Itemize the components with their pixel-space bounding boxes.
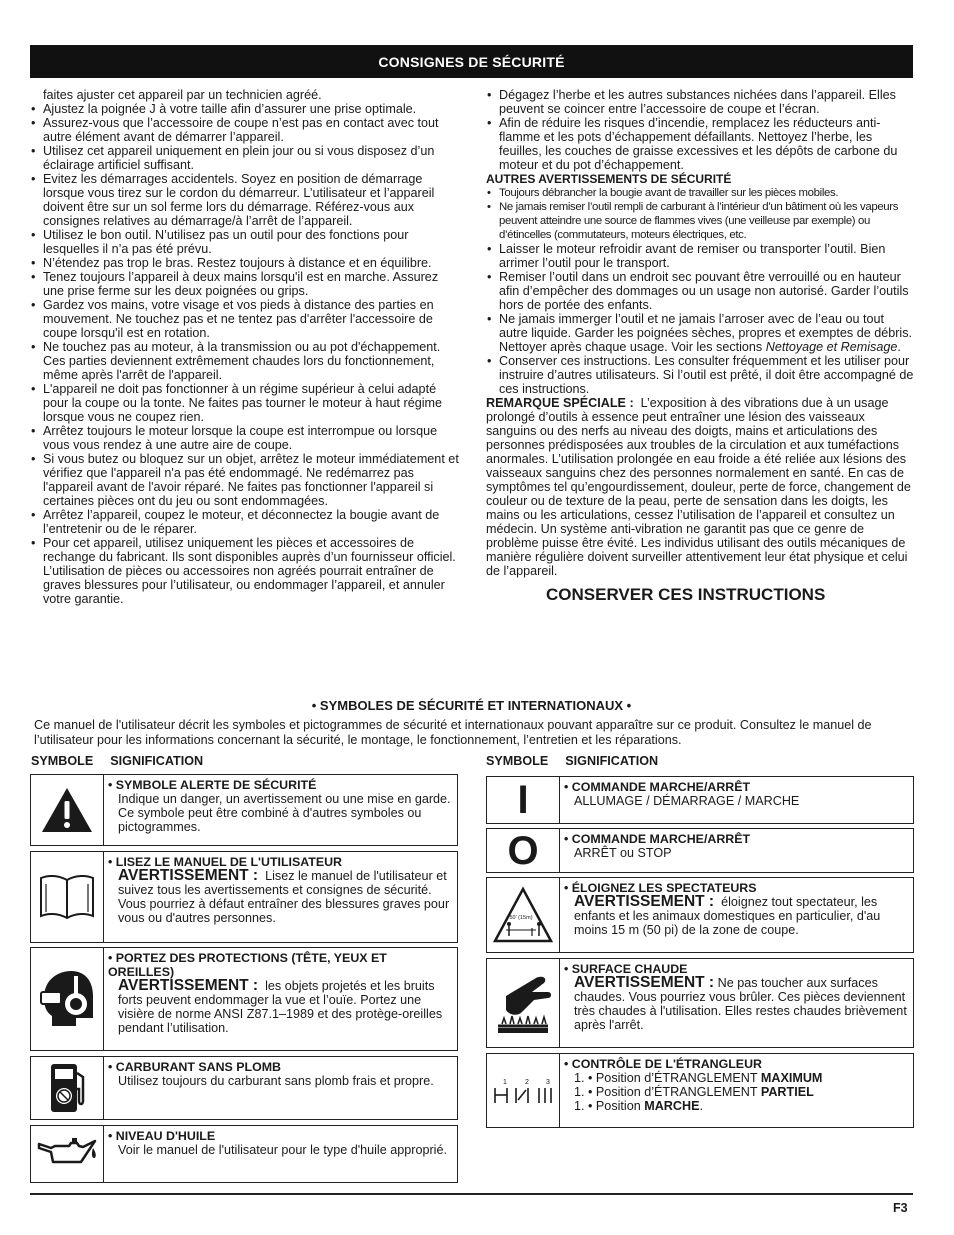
symbol-row — [30, 774, 458, 846]
col-symbol-label: SYMBOLE — [486, 754, 549, 768]
symbols-intro: Ce manuel de l'utilisateur décrit les symboles et pictogrammes de sécurité et internationaux pouvant apparaître sur ce produit. Consultez le manuel de l’utilisateur pour les informations concernant la sécurité, le montage, le fonctionnement, l’entretien et les réparations. — [34, 718, 872, 747]
symbol-title: • NIVEAU D'HUILE — [108, 1129, 216, 1143]
warning-word: AVERTISSEMENT : — [574, 893, 715, 910]
warning-word: AVERTISSEMENT : — [118, 977, 259, 994]
section-header — [30, 45, 913, 78]
symbol-row — [486, 1053, 914, 1128]
oil-can-icon — [31, 1126, 104, 1182]
head-protection-icon — [31, 948, 104, 1050]
remark-label: REMARQUE SPÉCIALE : — [486, 396, 634, 410]
list-item: • Laisser le moteur refroidir avant de remiser ou transporter l’outil. Bien arrimer l’outil pour le transport. — [486, 242, 914, 270]
list-item: • Toujours débrancher la bougie avant de travailler sur les pièces mobiles. — [486, 186, 914, 200]
list-item: • Arrêtez l’appareil, coupez le moteur, et déconnectez la bougie avant de l’entretenir ou de le réparer. — [30, 508, 460, 536]
symbol-description — [104, 1057, 457, 1119]
list-item: • Evitez les démarrages accidentels. Soyez en position de démarrage lorsque vous tirez sur le cordon du démarreur. L’utilisateur et l’appareil doivent être sur un sol ferme lors du démarrage. Référez-vous aux consignes relatives au démarrage/à l’arrêt de l’appareil. — [30, 172, 460, 228]
symbol-text: Indique un danger, un avertissement ou une mise en garde. Ce symbole peut être combiné à d'autres symboles ou pictogrammes. — [118, 792, 451, 834]
choke-line-text: 1. • Position d’ÉTRANGLEMENT — [574, 1085, 761, 1099]
symbol-text: Ne pas toucher aux surfaces chaudes. Vous pourriez vous brûler. Ces pièces deviennent très chaudes à l'utilisation. Elles restes chaudes brièvement après l'arrêt. — [574, 976, 907, 1032]
symbol-title: • LISEZ LE MANUEL DE L'UTILISATEUR — [108, 855, 342, 869]
list-item: • Afin de réduire les risques d’incendie, remplacez les réducteurs anti-flamme et les pots d’échappement défaillants. Nettoyez l’herbe, les feuilles, les couches de graisse excessives et les dépôts de carbone du moteur et du pot d’échappement. — [486, 116, 914, 172]
symbol-description — [560, 1054, 913, 1127]
choke-position-2-number: 2 — [525, 1078, 529, 1086]
symbol-description — [560, 777, 913, 823]
symbol-text: Utilisez toujours du carburant sans plomb frais et propre. — [118, 1074, 434, 1088]
symbol-title: • SYMBOLE ALERTE DE SÉCURITÉ — [108, 778, 317, 792]
list-item: • Pour cet appareil, utilisez uniquement les pièces et accessoires de rechange du fabricant. Ils sont disponibles auprès d’un fournisseur officiel. L’utilisation de pièces ou accessoires non agréés pourrait entraîner de graves blessures pour l’utilisateur, ou endommager l’appareil, et annuler votre garantie. — [30, 536, 460, 606]
left-column-header — [31, 754, 203, 768]
symbol-title: • COMMANDE MARCHE/ARRÊT — [564, 832, 751, 846]
symbol-row — [30, 851, 458, 943]
symbol-title: • CARBURANT SANS PLOMB — [108, 1060, 281, 1074]
symbol-title: • COMMANDE MARCHE/ARRÊT — [564, 780, 751, 794]
symbol-description — [104, 852, 457, 942]
choke-control-icon — [487, 1054, 560, 1127]
hot-surface-icon — [487, 959, 560, 1047]
remark-text: L’exposition à des vibrations due à un usage prolongé d’outils à essence peut entraîner une lésion des vaisseaux sanguins ou des nerfs au niveau des doigts, mains et articulations des personnes prédisposées aux troubles de la circulation et aux tuméfactions anormales. L’utilisation prolongée en eau froide a été reliée aux lésions des vaisseaux sanguins chez des personnes normalement en santé. En cas de symptômes tel qu’engourdissement, douleur, perte de force, changement de couleur ou de texture de la peau, perte de sensation dans les doigts, les mains ou les articulations, cessez l’utilisation de l’appareil et consultez un médecin. Un système anti-vibration ne garantit pas que ce genre de problème puisse être évité. Les individus utilisant des outils mécaniques de manière régulière doivent surveiller attentivement leur état physique et celui de l’appareil. — [486, 396, 911, 578]
choke-line-end: . — [699, 1099, 703, 1113]
symbol-text: ARRÊT ou STOP — [574, 846, 672, 860]
list-item: • Arrêtez toujours le moteur lorsque la coupe est interrompue ou lorsque vous vous rendez à une autre aire de coupe. — [30, 424, 460, 452]
switch-on-icon — [487, 777, 560, 823]
list-item: • Dégagez l’herbe et les autres substances nichées dans l’appareil. Elles peuvent se coincer entre l’accessoire de coupe et l’écran. — [486, 88, 914, 116]
switch-off-icon — [487, 829, 560, 872]
symbol-text: les objets projetés et les bruits forts peuvent endommager la vue et l’ouïe. Portez une visière de norme ANSI Z87.1–1989 et des protège-oreilles pendant l’utilisation. — [118, 979, 443, 1035]
choke-line-text: 1. • Position — [574, 1099, 645, 1113]
col-meaning-label: SIGNIFICATION — [110, 754, 204, 768]
list-item: • Conserver ces instructions. Les consulter fréquemment et les utiliser pour instruire d’autres utilisateurs. Si l’outil est prêté, il doit être accompagné de ces instructions. — [486, 354, 914, 396]
symbol-row — [30, 947, 458, 1051]
symbol-body — [108, 869, 453, 925]
choke-line-bold: MAXIMUM — [760, 1071, 823, 1085]
fuel-pump-icon — [31, 1057, 104, 1119]
symbol-row — [30, 1056, 458, 1120]
warning-word: AVERTISSEMENT : — [118, 867, 259, 884]
list-item: faites ajuster cet appareil par un technicien agréé. — [43, 88, 322, 102]
choke-line — [564, 1085, 909, 1099]
col-meaning-label: SIGNIFICATION — [565, 754, 659, 768]
symbol-description — [560, 878, 913, 952]
list-item: • Tenez toujours l’appareil à deux mains lorsqu'il est en marche. Assurez une prise ferme sur les deux poignées ou grips. — [30, 270, 460, 298]
symbol-row — [486, 776, 914, 824]
right-text-column — [486, 88, 914, 602]
choke-line-text: 1. • Position d’ÉTRANGLEMENT — [574, 1071, 761, 1085]
list-item: • L'appareil ne doit pas fonctionner à un régime supérieur à celui adapté pour la coupe ou la tonte. Ne faites pas tourner le moteur à haut régime lorsque vous ne coupez rien. — [30, 382, 460, 424]
list-item: • Utilisez cet appareil uniquement en plein jour ou si vous disposez d’un éclairage artificiel suffisant. — [30, 144, 460, 172]
symbol-row — [486, 877, 914, 953]
right-column-header — [486, 754, 658, 768]
list-item: • Ne touchez pas au moteur, à la transmission ou au pot d'échappement. Ces parties deviennent extrêmement chaudes lors du fonctionnement, même après l'arrêt de l'appareil. — [30, 340, 460, 382]
switch-off-glyph: O — [507, 828, 539, 873]
symbol-text: ALLUMAGE / DÉMARRAGE / MARCHE — [574, 794, 800, 808]
list-item: • Assurez-vous que l’accessoire de coupe n’est pas en contact avec tout autre élément avant de démarrer l’appareil. — [30, 116, 460, 144]
conserve-instructions-heading: CONSERVER CES INSTRUCTIONS — [546, 585, 826, 604]
symbol-description — [104, 1126, 457, 1182]
symbol-row — [486, 828, 914, 873]
special-remark — [486, 396, 914, 578]
symbol-text: éloignez tout spectateur, les enfants et les animaux domestiques en particulier, d'au moins 15 m (50 pi) de la zone de coupe. — [574, 895, 881, 937]
symbol-title: • CONTRÔLE DE L'ÉTRANGLEUR — [564, 1057, 762, 1071]
symbol-text: Lisez le manuel de l'utilisateur et suivez tous les avertissements et consignes de sécurité. Vous pourriez à défaut entraîner des blessures graves pour vous ou d'autres personnes. — [118, 869, 450, 925]
section-header-title: CONSIGNES DE SÉCURITÉ — [378, 53, 565, 70]
alert-triangle-icon — [31, 775, 104, 845]
list-item-emphasis: Nettoyage et Remisage — [765, 340, 898, 354]
symbol-description — [104, 775, 457, 845]
list-item: • Utilisez le bon outil. N’utilisez pas un outil pour des fonctions pour lesquelles il n’a pas été prévu. — [30, 228, 460, 256]
choke-position-3-number: 3 — [546, 1078, 550, 1086]
symbol-body — [564, 976, 909, 1032]
list-item-text: Ne jamais immerger l’outil et ne jamais l’arroser avec de l’eau ou tout autre liquide. Garder les poignées sèches, propres et exemptes de débris. Nettoyer après chaque usage. Voir les sections — [499, 312, 913, 354]
symbol-row — [30, 1125, 458, 1183]
warning-word: AVERTISSEMENT : — [574, 974, 715, 991]
list-item: • Ajustez la poignée J à votre taille afin d’assurer une prise optimale. — [30, 102, 460, 116]
page-number: F3 — [893, 1201, 908, 1215]
footer-rule — [30, 1193, 913, 1195]
subheading: AUTRES AVERTISSEMENTS DE SÉCURITÉ — [486, 172, 732, 186]
list-item: • Gardez vos mains, votre visage et vos pieds à distance des parties en mouvement. Ne touchez pas et ne tentez pas d'arrêter l'accessoire de coupe lorsqu'il est en rotation. — [30, 298, 460, 340]
bystander-distance-icon — [487, 878, 560, 952]
symbol-body — [564, 895, 909, 937]
symbol-text: Voir le manuel de l'utilisateur pour le type d'huile approprié. — [118, 1143, 447, 1157]
symbol-title: • SURFACE CHAUDE — [564, 962, 688, 976]
symbol-title: • ÉLOIGNEZ LES SPECTATEURS — [564, 881, 757, 895]
col-symbol-label: SYMBOLE — [31, 754, 94, 768]
left-text-column — [30, 88, 460, 606]
symbol-row — [486, 958, 914, 1048]
choke-line — [564, 1099, 909, 1113]
choke-line-bold: MARCHE — [644, 1099, 700, 1113]
list-item: • Si vous butez ou bloquez sur un objet, arrêtez le moteur immédiatement et vérifiez que l'appareil n'a pas été endommagé. Ne redémarrez pas l'appareil avant de l'avoir réparé. Ne faites pas fonctionner l'appareil si certaines pièces ont du jeu ou sont endommagées. — [30, 452, 460, 508]
choke-line-bold: PARTIEL — [760, 1085, 814, 1099]
list-item: • Ne jamais remiser l’outil rempli de carburant à l’intérieur d’un bâtiment où les vapeurs peuvent atteindre une source de flammes vives (une veilleuse par exemple) ou d’étincelles (commutateurs, moteurs électriques, etc. — [486, 200, 914, 242]
distance-label: 50' (15m) — [509, 915, 533, 921]
symbols-title: • SYMBOLES DE SÉCURITÉ ET INTERNATIONAUX • — [311, 698, 632, 713]
list-item: • Remiser l’outil dans un endroit sec pouvant être verrouillé ou en hauteur afin d’empêcher des dommages ou un usage non autorisé. Garder l’outils hors de portée des enfants. — [486, 270, 914, 312]
manual-book-icon — [31, 852, 104, 942]
list-item: • N’étendez pas trop le bras. Restez toujours à distance et en équilibre. — [30, 256, 460, 270]
choke-position-1-number: 1 — [503, 1078, 507, 1086]
symbol-title: • PORTEZ DES PROTECTIONS (TÊTE, YEUX ET OREILLES) — [108, 951, 387, 979]
list-item: • Ne jamais immerger l’outil et ne jamais l’arroser avec de l’eau ou tout autre liquide. Garder les poignées sèches, propres et exemptes de débris. Nettoyer après chaque usage. Voir les sections Nettoyage et Remisage. — [486, 312, 914, 354]
symbol-description — [560, 829, 913, 872]
symbol-description — [104, 948, 457, 1050]
choke-line — [564, 1071, 909, 1085]
symbol-description — [560, 959, 913, 1047]
switch-on-glyph: I — [517, 778, 529, 822]
symbol-body — [108, 979, 453, 1035]
